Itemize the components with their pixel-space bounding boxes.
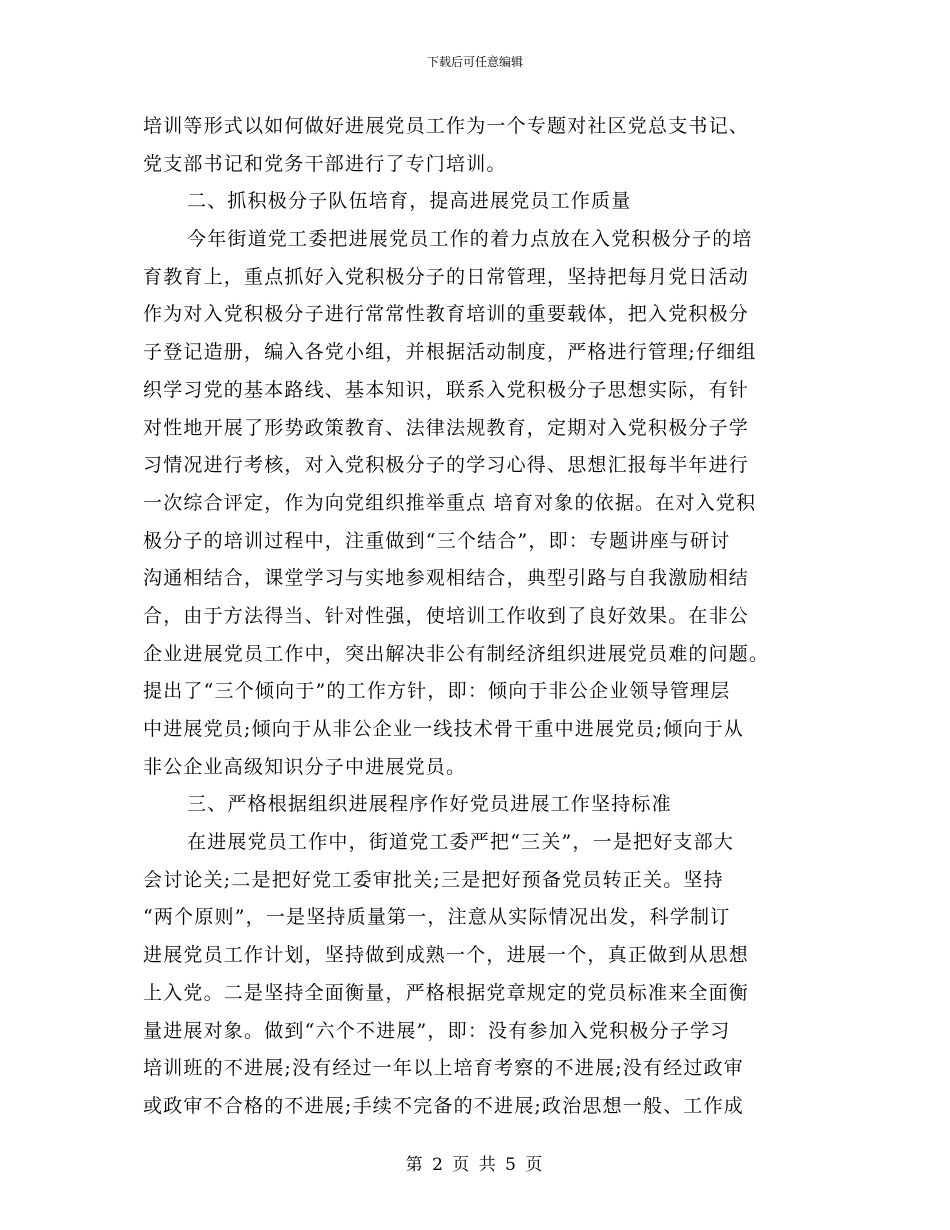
document-body [143,108,823,1126]
body-line: 量进展对象。做到“六个不进展”，即：没有参加入党积极分子学习 [143,1019,731,1042]
body-line: 合，由于方法得当、针对性强，使培训工作收到了良好效果。在非公 [143,604,750,627]
section-heading: 二、抓积极分子队伍培育，提高进展党员工作质量 [187,190,632,213]
body-line: 培训等形式以如何做好进展党员工作为一个专题对社区党总支书记、 [143,115,750,137]
body-line: 织学习党的基本路线、基本知识，联系入党积极分子思想实际，有针 [143,378,750,401]
body-line: “两个原则”，一是坚持质量第一，注意从实际情况出发，科学制订 [143,906,731,929]
body-line: 沟通相结合，课堂学习与实地参观相结合，典型引路与自我激励相结 [143,567,750,590]
section-heading: 三、严格根据组织进展程序作好党员进展工作坚持标准 [187,793,672,816]
page-header: 下载后可任意编辑 [426,55,523,69]
body-line: 党支部书记和党务干部进行了专门培训。 [143,152,507,175]
body-line: 会讨论关;二是把好党工委审批关;三是把好预备党员转正关。坚持 [143,868,724,891]
page-number: 第 2 页 共 5 页 [405,1155,545,1175]
body-line: 进展党员工作计划，坚持做到成熟一个，进展一个，真正做到从思想 [143,944,750,967]
paragraph-start-line: 在进展党员工作中，街道党工委严把“三关”，一是把好支部大 [187,831,735,854]
body-line: 中进展党员;倾向于从非公企业一线技术骨干重中进展党员;倾向于从 [143,718,745,740]
body-line: 上入党。二是坚持全面衡量，严格根据党章规定的党员标准来全面衡 [143,981,750,1004]
body-line: 育教育上，重点抓好入党积极分子的日常管理，坚持把每月党日活动 [143,265,750,288]
paragraph-start-line: 今年街道党工委把进展党员工作的着力点放在入党积极分子的培 [187,228,753,251]
body-line: 习情况进行考核，对入党积极分子的学习心得、思想汇报每半年进行 [143,454,750,477]
body-line: 提出了“三个倾向于”的工作方针，即：倾向于非公企业领导管理层 [143,680,731,703]
body-line: 培训班的不进展;没有经过一年以上培育考察的不进展;没有经过政审 [143,1057,745,1080]
body-line: 非公企业高级知识分子中进展党员。 [143,755,467,778]
body-line: 或政审不合格的不进展;手续不完备的不进展;政治思想一般、工作成 [143,1094,745,1117]
body-line: 极分子的培训过程中，注重做到“三个结合”，即：专题讲座与研讨 [143,529,731,552]
body-line: 子登记造册，编入各党小组，并根据活动制度，严格进行管理;仔细组 [143,341,757,364]
body-line: 对性地开展了形势政策教育、法律法规教育，定期对入党积极分子学 [143,416,750,439]
body-line: 一次综合评定，作为向党组织推举重点 培育对象的依据。在对入党积 [143,491,757,514]
body-line: 企业进展党员工作中，突出解决非公有制经济组织进展党员难的问题。 [143,642,770,665]
body-line: 作为对入党积极分子进行常常性教育培训的重要载体，把入党积极分 [143,303,750,326]
